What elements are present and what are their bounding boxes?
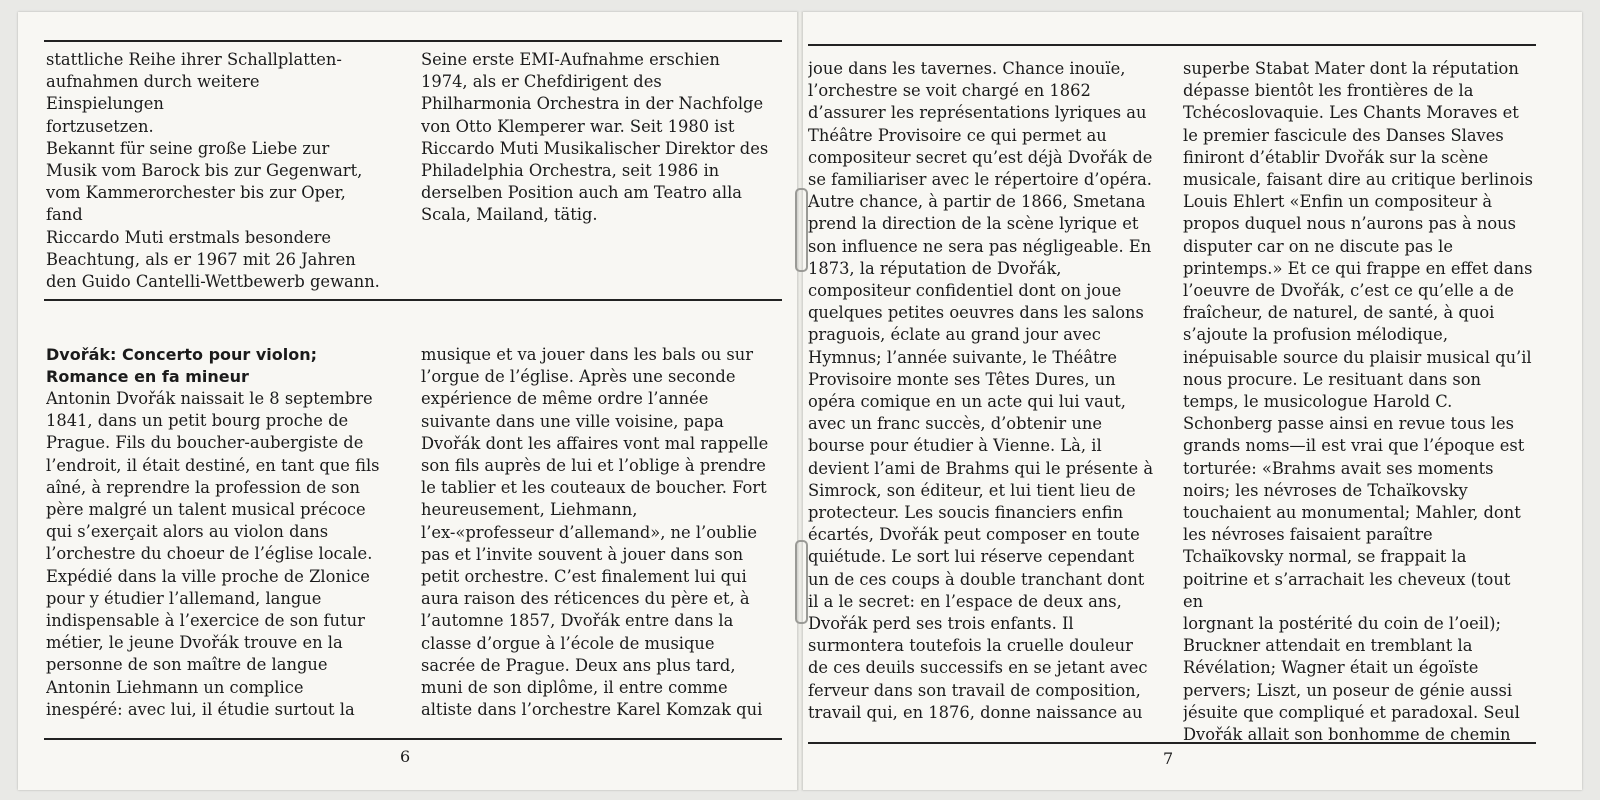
left-top-column-2: Seine erste EMI-Aufnahme erschien 1974, als er Chefdirigent des Philharmonia Orchestra in der Nachfolge von Otto Klemperer war. Seit 1980 ist Riccardo Muti Musikalischer Direktor des Philadelphia Orchestra, seit 1986 in derselben Position auch am Teatro alla Scala, Mailand, tätig. bbox=[421, 50, 769, 225]
left-bottom-rule bbox=[44, 738, 782, 740]
right-top-rule bbox=[808, 44, 1536, 46]
section-heading: Dvořák: Concerto pour violon; Romance en fa mineur bbox=[46, 345, 318, 386]
booklet-spine bbox=[797, 12, 803, 790]
page-number-right: 7 bbox=[1163, 749, 1174, 768]
left-bottom-column-2: musique et va jouer dans les bals ou sur l’orgue de l’église. Après une seconde expérience de même ordre l’année suivante dans une ville voisine, papa Dvořák dont les affaires vont mal rappelle son fils auprès de lui et l’oblige à prendre le tablier et les couteaux de boucher. Fort heureusement, Liehmann, l’ex-«professeur d’allemand», ne l’oublie pas et l’invite souvent à jouer dans son petit orchestre. C’est finalement lui qui aura raison des réticences du père et, à l’automne 1857, Dvořák entre dans la classe d’orgue à l’école de musique sacrée de Prague. Deux ans plus tard, muni de son diplôme, il entre comme altiste dans l’orchestre Karel Komzak qui bbox=[421, 345, 769, 720]
page-number-left: 6 bbox=[400, 747, 411, 766]
staple-bottom bbox=[795, 540, 808, 624]
left-middle-rule bbox=[44, 299, 782, 301]
left-top-column-1: stattliche Reihe ihrer Schallplatten- aufnahmen durch weitere Einspielungen fortzusetzen. Bekannt für seine große Liebe zur Musik vom Barock bis zur Gegenwart, vom Kammerorchester bis zur Oper, fand Riccardo Muti erstmals besondere Beachtung, als er 1967 mit 26 Jahren den Guido Cantelli-Wettbewerb gewann. bbox=[46, 50, 380, 292]
right-column-2: superbe Stabat Mater dont la réputation dépasse bientôt les frontières de la Tchécoslovaquie. Les Chants Moraves et le premier fascicule des Danses Slaves finiront d’établir Dvořák sur la scène musicale, faisant dire au critique berlinois Louis Ehlert «Enfin un compositeur à propos duquel nous n’aurons pas à nous disputer car on ne discute pas le printemps.» Et ce qui frappe en effet dans l’oeuvre de Dvořák, c’est ce qu’elle a de fraîcheur, de naturel, de santé, à quoi s’ajoute la profusion mélodique, inépuisable source du plaisir musical qu’il nous procure. Le resituant dans son temps, le musicologue Harold C. Schonberg passe ainsi en revue tous les grands noms—il est vrai que l’époque est torturée: «Brahms avait ses moments noirs; les névroses de Tchaïkovsky touchaient au monumental; Mahler, dont les névroses faisaient paraître Tchaïkovsky normal, se frappait la poitrine et s’arrachait les cheveux (tout en lorgnant la postérité du coin de l’oeil); Bruckner attendait en tremblant la Révélation; Wagner était un égoïste pervers; Liszt, un poseur de génie aussi jésuite que compliqué et paradoxal. Seul Dvořák allait son bonhomme de chemin bbox=[1183, 59, 1533, 745]
left-bottom-column-1: Antonin Dvořák naissait le 8 septembre 1841, dans un petit bourg proche de Prague. Fils du boucher-aubergiste de l’endroit, il était destiné, en tant que fils aîné, à reprendre la profession de son père malgré un talent musical précoce qui s’exerçait alors au violon dans l’orchestre du choeur de l’église locale. Expédié dans la ville proche de Zlonice pour y étudier l’allemand, langue indispensable à l’exercice de son futur métier, le jeune Dvořák trouve en la personne de son maître de langue Antonin Liehmann un complice inespéré: avec lui, il étudie surtout la bbox=[46, 389, 380, 719]
staple-top bbox=[795, 188, 808, 272]
left-top-rule bbox=[44, 40, 782, 42]
right-column-1: joue dans les tavernes. Chance inouïe, l’orchestre se voit chargé en 1862 d’assurer les représentations lyriques au Théâtre Provisoire ce qui permet au compositeur secret qu’est déjà Dvořák de se familiariser avec le répertoire d’opéra. Autre chance, à partir de 1866, Smetana prend la direction de la scène lyrique et son influence ne sera pas négligeable. En 1873, la réputation de Dvořák, compositeur confidentiel dont on joue quelques petites oeuvres dans les salons praguois, éclate au grand jour avec Hymnus; l’année suivante, le Théâtre Provisoire monte ses Têtes Dures, un opéra comique en un acte qui lui vaut, avec un franc succès, d’obtenir une bourse pour étudier à Vienne. Là, il devient l’ami de Brahms qui le présente à Simrock, son éditeur, et lui tient lieu de protecteur. Les soucis financiers enfin écartés, Dvořák peut composer en toute quiétude. Le sort lui réserve cependant un de ces coups à double tranchant dont il a le secret: en l’espace de deux ans, Dvořák perd ses trois enfants. Il surmontera toutefois la cruelle douleur de ces deuils successifs en se jetant avec ferveur dans son travail de composition, travail qui, en 1876, donne naissance au bbox=[808, 59, 1154, 722]
